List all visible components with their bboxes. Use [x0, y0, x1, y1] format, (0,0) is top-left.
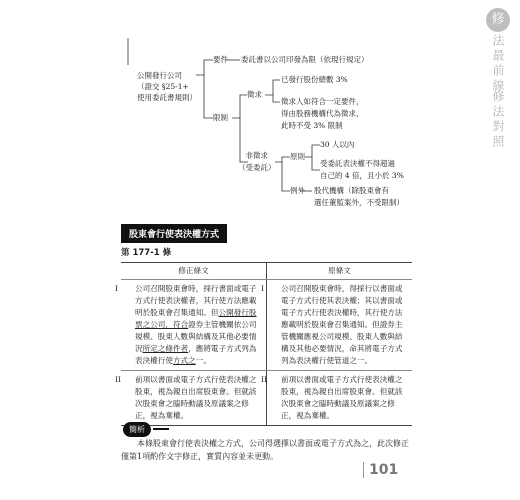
yuanze-2-line-1: 受委託表決權不得超過: [320, 159, 395, 168]
amended-text-2: 前項以書面或電子方式行使表決權之股東，視為親自出席股東會。但就該次股東會之臨時動議及原議案之修正，視為棄權。: [135, 375, 257, 420]
article-title: 第 177-1 條: [121, 248, 172, 258]
yuanze-2-line-2: 自己的 4 倍，且小於 3%: [320, 171, 404, 180]
root-node: [137, 70, 197, 103]
amended-cell: [115, 280, 267, 371]
node-yuanze-2: [320, 158, 404, 182]
para-number: I: [115, 284, 118, 293]
node-yaojian-desc: 委託書以公司印發為限（依現行規定）: [241, 55, 369, 64]
liwai-desc-line-1: 股代機構（除股東會有: [314, 186, 389, 195]
amended-underlined-a: 公開發行股票之公司，符合: [135, 308, 257, 329]
node-liwai-desc: [314, 185, 404, 209]
header-amended: 修正條文: [121, 263, 267, 280]
original-cell: [261, 280, 413, 371]
node-zhengwei: 徵求: [247, 90, 262, 99]
root-line-3: 使用委託書規則）: [137, 93, 197, 102]
original-text-2: 前項以書面或電子方式行使表決權之股東，視為親自出席股東會。但就該次股東會之臨時動議及原議案之修正，視為棄權。: [281, 375, 403, 420]
amended-text-c: ，應將電子方式列為表決權行使: [135, 344, 257, 365]
side-tab-label-1: 法最前線: [491, 34, 505, 94]
analysis-text: 本條股東會行使表決權之方式，公司得選擇以書面或電子方式為之，此次修正僅第1項酌作文字修正，實質內容並未更動。: [121, 439, 409, 461]
feizhengwei-line-2: （受委託）: [238, 163, 276, 172]
root-line-1: 公開發行公司: [137, 71, 182, 80]
outline-diagram: [0, 0, 520, 230]
diagram-connectors: [0, 0, 520, 230]
section-heading: 股東會行使表決權方式: [121, 224, 227, 243]
comparison-table: [115, 262, 412, 426]
zhengwei-2-line-1: 徵求人如符合一定要件，: [281, 97, 364, 106]
amended-cell: [115, 371, 267, 426]
amended-text-d: 一。: [195, 356, 211, 365]
page-number: 101: [369, 462, 399, 478]
node-xianzhi: 限制: [213, 113, 228, 122]
node-yuanze: 原則: [290, 152, 305, 161]
para-number: II: [261, 375, 267, 384]
node-yaojian: 要件: [213, 55, 228, 64]
para-number: II: [115, 375, 121, 384]
amended-para-1: [115, 283, 262, 367]
original-cell: [261, 371, 413, 426]
side-tab-badge: 修: [486, 8, 510, 32]
zhengwei-2-line-3: 此時不受 3% 限制: [281, 121, 343, 130]
table-row: [121, 371, 412, 426]
node-zhengwei-2: [281, 96, 364, 132]
header-original: 原條文: [267, 263, 413, 280]
amended-text-a: 公司召開股東會時，採行書面或電子方式行使表決權者，其行使方法應載明於股東會召集通知。但: [135, 284, 257, 317]
table-header-row: [121, 263, 412, 280]
para-number: I: [261, 284, 264, 293]
original-para-2: [261, 374, 408, 422]
root-line-2: （證交 §25-1+: [137, 82, 189, 91]
amended-para-2: [115, 374, 262, 422]
original-para-1: [261, 283, 408, 367]
node-feizhengwei: [238, 150, 276, 174]
original-text-1: 公司召開股東會時，得採行以書面或電子方式行使其表決權；其以書面或電子方式行使表決權時，其行使方法應載明於股東會召集通知。但證券主管機關應視公司規模、股東人數與結構及其他必要情況，命其將電子方式列為表決權行使管道之一。: [281, 284, 403, 365]
zhengwei-2-line-2: 得由股務機構代為徵求，: [281, 109, 364, 118]
amended-underlined-c: 方式之: [172, 356, 196, 365]
table-row: [121, 280, 412, 371]
node-zhengwei-1: 已發行股份總數 3%: [281, 75, 348, 84]
node-liwai: 例外: [290, 186, 305, 195]
amended-text-b: 證券主管機關依公司規模、股東人數與結構及其他必要情況: [135, 320, 257, 353]
feizhengwei-line-1: 非徵求: [245, 151, 268, 160]
side-tab-label-2: 修法對照: [491, 90, 505, 150]
node-yuanze-1: 30 人以內: [320, 140, 355, 149]
amended-underlined-b: 所定之條件者: [142, 344, 189, 353]
analysis-badge: 簡析: [123, 422, 151, 437]
liwai-desc-line-2: 選任董監案外，不受限制）: [314, 198, 404, 207]
